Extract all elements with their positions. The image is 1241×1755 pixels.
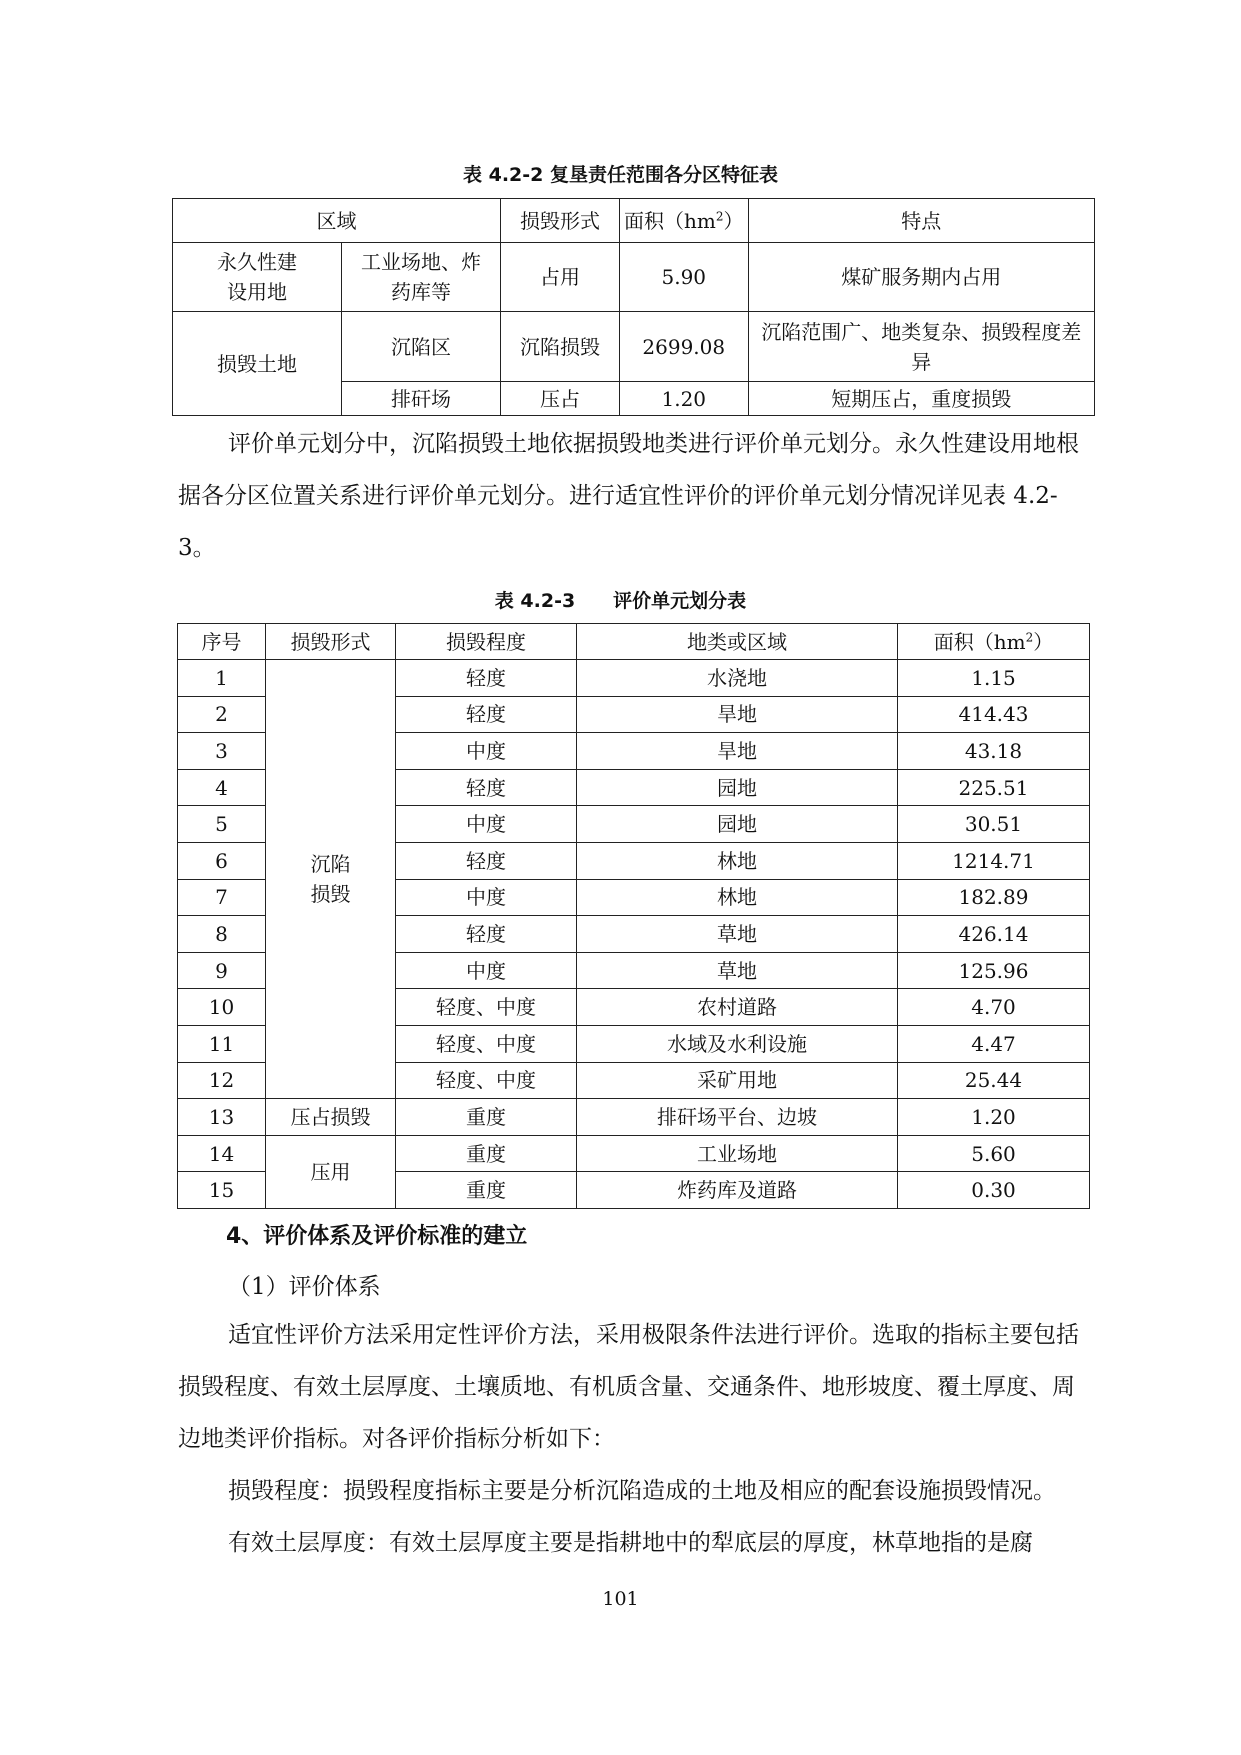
sub-subsidence: 沉陷区 xyxy=(342,312,501,382)
form-occupy: 占用 xyxy=(501,243,620,312)
feature-text: 煤矿服务期内占用 xyxy=(748,243,1094,312)
area-value: 5.90 xyxy=(620,243,749,312)
group-overburden: 压占损毁 xyxy=(266,1099,396,1136)
damage-degree: 中度 xyxy=(396,952,577,989)
land-type: 炸药库及道路 xyxy=(577,1172,898,1209)
area-value: 30.51 xyxy=(898,806,1090,843)
area-value: 25.44 xyxy=(898,1062,1090,1099)
row-number: 11 xyxy=(178,1025,266,1062)
damage-degree: 轻度、中度 xyxy=(396,1062,577,1099)
row-number: 10 xyxy=(178,989,266,1026)
area-value: 5.60 xyxy=(898,1135,1090,1172)
row-number: 12 xyxy=(178,1062,266,1099)
area-value: 4.47 xyxy=(898,1025,1090,1062)
form-subsidence: 沉陷损毁 xyxy=(501,312,620,382)
table-row xyxy=(178,1135,1090,1172)
area-value: 414.43 xyxy=(898,696,1090,733)
row-number: 2 xyxy=(178,696,266,733)
table-zone-features xyxy=(172,198,1095,416)
header-form: 损毁形式 xyxy=(501,199,620,243)
damage-degree: 轻度 xyxy=(396,842,577,879)
paragraph-soil-thickness: 有效土层厚度：有效土层厚度主要是指耕地中的犁底层的厚度，林草地指的是腐 xyxy=(228,1530,1033,1556)
paragraph-damage-degree: 损毁程度：损毁程度指标主要是分析沉陷造成的土地及相应的配套设施损毁情况。 xyxy=(228,1478,1056,1504)
area-value: 1214.71 xyxy=(898,842,1090,879)
area-value: 43.18 xyxy=(898,733,1090,770)
row-number: 6 xyxy=(178,842,266,879)
group-permanent: 永久性建 设用地 xyxy=(173,243,342,312)
damage-degree: 轻度 xyxy=(396,916,577,953)
table2-caption: 表 4.2-3 评价单元划分表 xyxy=(494,590,747,612)
area-value: 4.70 xyxy=(898,989,1090,1026)
land-type: 采矿用地 xyxy=(577,1062,898,1099)
damage-degree: 轻度、中度 xyxy=(396,989,577,1026)
damage-degree: 重度 xyxy=(396,1172,577,1209)
table-evaluation-units xyxy=(177,623,1090,1209)
header-no: 序号 xyxy=(178,624,266,660)
damage-degree: 轻度 xyxy=(396,696,577,733)
paragraph-unit-division: 评价单元划分中，沉陷损毁土地依据损毁地类进行评价单元划分。永久性建设用地根据各分区位置关系进行评价单元划分。进行适宜性评价的评价单元划分情况详见表 4.2-3。 xyxy=(178,431,1079,561)
damage-degree: 重度 xyxy=(396,1135,577,1172)
row-number: 9 xyxy=(178,952,266,989)
area-value: 1.20 xyxy=(620,382,749,416)
group-subsidence: 沉陷 损毁 xyxy=(266,660,396,1099)
group-occupation: 压用 xyxy=(266,1135,396,1208)
land-type: 林地 xyxy=(577,842,898,879)
row-number: 13 xyxy=(178,1099,266,1136)
area-value: 0.30 xyxy=(898,1172,1090,1209)
table1-caption: 表 4.2-2 复垦责任范围各分区特征表 xyxy=(463,164,778,186)
area-value: 1.15 xyxy=(898,660,1090,697)
header-region: 区域 xyxy=(173,199,501,243)
header-feature: 特点 xyxy=(748,199,1094,243)
land-type: 草地 xyxy=(577,952,898,989)
page-number: 101 xyxy=(602,1588,639,1610)
land-type: 水浇地 xyxy=(577,660,898,697)
row-number: 7 xyxy=(178,879,266,916)
row-number: 8 xyxy=(178,916,266,953)
area-value: 182.89 xyxy=(898,879,1090,916)
table-row xyxy=(178,660,1090,697)
area-value: 2699.08 xyxy=(620,312,749,382)
row-number: 3 xyxy=(178,733,266,770)
damage-degree: 轻度、中度 xyxy=(396,1025,577,1062)
land-type: 林地 xyxy=(577,879,898,916)
header-area: 面积$(hm^2)$ xyxy=(620,199,749,243)
row-number: 4 xyxy=(178,769,266,806)
area-value: 125.96 xyxy=(898,952,1090,989)
area-value: 426.14 xyxy=(898,916,1090,953)
row-number: 1 xyxy=(178,660,266,697)
land-type: 排矸场平台、边坡 xyxy=(577,1099,898,1136)
header-land: 地类或区域 xyxy=(577,624,898,660)
feature-text: 短期压占，重度损毁 xyxy=(748,382,1094,416)
damage-degree: 轻度 xyxy=(396,769,577,806)
land-type: 水域及水利设施 xyxy=(577,1025,898,1062)
row-number: 15 xyxy=(178,1172,266,1209)
land-type: 园地 xyxy=(577,769,898,806)
land-type: 农村道路 xyxy=(577,989,898,1026)
group-damaged: 损毁土地 xyxy=(173,312,342,416)
row-number: 5 xyxy=(178,806,266,843)
form-press: 压占 xyxy=(501,382,620,416)
land-type: 旱地 xyxy=(577,733,898,770)
damage-degree: 中度 xyxy=(396,733,577,770)
subsection-heading: （1）评价体系 xyxy=(228,1274,381,1300)
table-row xyxy=(178,1099,1090,1136)
header-form: 损毁形式 xyxy=(266,624,396,660)
damage-degree: 中度 xyxy=(396,806,577,843)
area-value: 1.20 xyxy=(898,1099,1090,1136)
sub-gangue: 排矸场 xyxy=(342,382,501,416)
sub-industrial: 工业场地、炸 药库等 xyxy=(342,243,501,312)
paragraph-method: 适宜性评价方法采用定性评价方法，采用极限条件法进行评价。选取的指标主要包括损毁程度、有效土层厚度、土壤质地、有机质含量、交通条件、地形坡度、覆土厚度、周边地类评价指标。对各评价指标分析如下： xyxy=(178,1322,1079,1452)
header-area: 面积$(hm^2)$ xyxy=(898,624,1090,660)
damage-degree: 重度 xyxy=(396,1099,577,1136)
damage-degree: 轻度 xyxy=(396,660,577,697)
feature-text: 沉陷范围广、地类复杂、损毁程度差 异 xyxy=(748,312,1094,382)
section-heading: 4、评价体系及评价标准的建立 xyxy=(226,1224,528,1249)
land-type: 园地 xyxy=(577,806,898,843)
header-degree: 损毁程度 xyxy=(396,624,577,660)
row-number: 14 xyxy=(178,1135,266,1172)
land-type: 旱地 xyxy=(577,696,898,733)
damage-degree: 中度 xyxy=(396,879,577,916)
area-value: 225.51 xyxy=(898,769,1090,806)
land-type: 工业场地 xyxy=(577,1135,898,1172)
land-type: 草地 xyxy=(577,916,898,953)
